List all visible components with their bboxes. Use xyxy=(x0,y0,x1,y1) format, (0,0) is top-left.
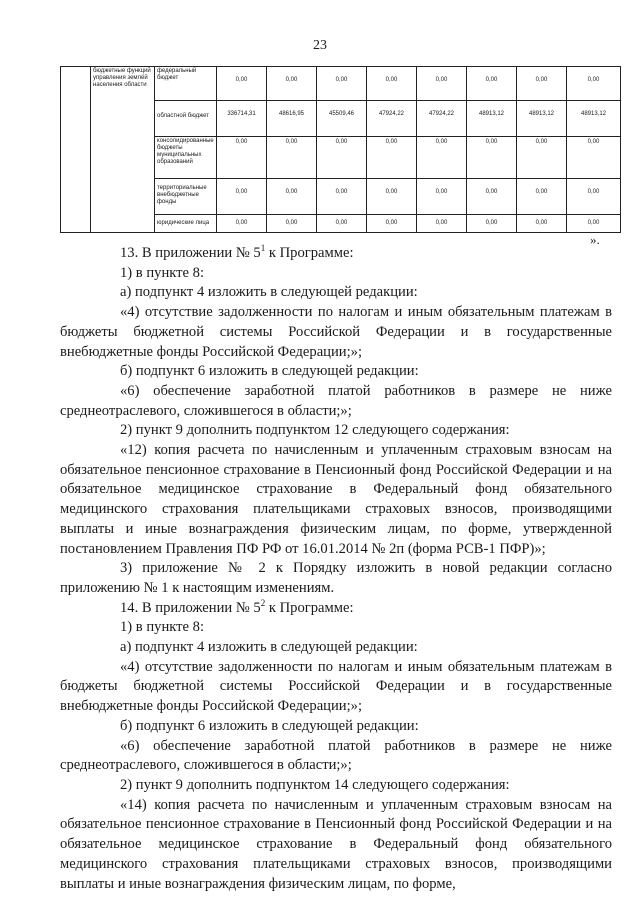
table-source-cell: территориальные внебюджетные фонды xyxy=(155,179,217,215)
paragraph-text: к Программе: xyxy=(265,245,354,261)
table-row xyxy=(61,67,621,101)
table-value-cell: 0,00 xyxy=(517,67,567,101)
paragraph: 1) в пункте 8: xyxy=(120,264,205,281)
table-value-cell: 0,00 xyxy=(317,137,367,179)
table-value-cell: 0,00 xyxy=(367,215,417,233)
table-value-cell: 0,00 xyxy=(517,137,567,179)
paragraph: 2) пункт 9 дополнить подпунктом 14 следующего содержания: xyxy=(120,776,510,793)
paragraph-text: 13. В приложении № 5 xyxy=(120,245,261,261)
paragraph: а) подпункт 4 изложить в следующей редакции: xyxy=(120,639,418,656)
paragraph: б) подпункт 6 изложить в следующей редакции: xyxy=(120,363,419,380)
table-value-cell: 0,00 xyxy=(417,67,467,101)
superscript: 1 xyxy=(260,243,266,254)
table-value-cell: 0,00 xyxy=(217,179,267,215)
paragraph: «4) отсутствие задолженности по налогам и иным обязательным платежам в бюджеты бюджетной системы Российской Федерации и в государственные внебюджетные фонды Российской Федерации;»; xyxy=(60,658,612,715)
table-value-cell: 0,00 xyxy=(267,215,317,233)
table-value-cell: 0,00 xyxy=(267,179,317,215)
table-value-cell: 0,00 xyxy=(467,137,517,179)
table-value-cell: 0,00 xyxy=(467,67,517,101)
table-value-cell: 0,00 xyxy=(217,137,267,179)
table-source-cell: юридические лица xyxy=(155,215,217,233)
paragraph xyxy=(60,599,612,619)
table-value-cell: 48616,95 xyxy=(267,101,317,137)
table-value-cell: 0,00 xyxy=(217,67,267,101)
superscript: 2 xyxy=(260,597,266,608)
table-value-cell: 0,00 xyxy=(467,215,517,233)
table-cell-empty xyxy=(61,67,91,233)
table-value-cell: 0,00 xyxy=(567,67,621,101)
table-source-cell: федеральный бюджет xyxy=(155,67,217,101)
table-value-cell: 336714,31 xyxy=(217,101,267,137)
table-value-cell: 45509,46 xyxy=(317,101,367,137)
table-value-cell: 0,00 xyxy=(217,215,267,233)
table-source-cell: консолидированные бюджеты муниципальных образований xyxy=(155,137,217,179)
table-value-cell: 0,00 xyxy=(367,137,417,179)
paragraph: а) подпункт 4 изложить в следующей редакции: xyxy=(120,284,418,301)
table-value-cell: 0,00 xyxy=(267,137,317,179)
table-value-cell: 0,00 xyxy=(517,179,567,215)
paragraph: «6) обеспечение заработной платой работников в размере не ниже среднеотраслевого, сложившегося в области;»; xyxy=(60,382,612,419)
table-value-cell: 48913,12 xyxy=(467,101,517,137)
table-value-cell: 0,00 xyxy=(417,137,467,179)
table-value-cell: 47924,22 xyxy=(367,101,417,137)
table-value-cell: 0,00 xyxy=(417,179,467,215)
table-value-cell: 0,00 xyxy=(317,179,367,215)
paragraph: 2) пункт 9 дополнить подпунктом 12 следующего содержания: xyxy=(120,422,510,439)
table-value-cell: 0,00 xyxy=(267,67,317,101)
table-value-cell: 0,00 xyxy=(367,179,417,215)
budget-table xyxy=(60,66,621,233)
table-value-cell: 0,00 xyxy=(367,67,417,101)
table-value-cell: 0,00 xyxy=(317,67,367,101)
table-value-cell: 47924,22 xyxy=(417,101,467,137)
table-value-cell: 0,00 xyxy=(567,215,621,233)
paragraph xyxy=(60,244,612,264)
table-value-cell: 48913,12 xyxy=(517,101,567,137)
table-value-cell: 0,00 xyxy=(417,215,467,233)
paragraph: 3) приложение № 2 к Порядку изложить в новой редакции согласно приложению № 1 к настоящим изменениям. xyxy=(60,560,612,596)
table-source-cell: областной бюджет xyxy=(155,101,217,137)
paragraph-text: к Программе: xyxy=(265,599,354,616)
paragraph: «12) копия расчета по начисленным и уплаченным страховым взносам на обязательное пенсионное страхование в Пенсионный фонд Российской Федерации и на обязательное медицинское страхование в Федеральный фонд обязательного медицинского страхования плательщиками страховых взносов, производящими выплаты и иные вознаграждения физическим лицам, по форме, утвержденной постановлением Правления ПФ РФ от 16.01.2014 № 2п (форма РСВ-1 ПФР)»; xyxy=(60,442,612,557)
table-value-cell: 0,00 xyxy=(517,215,567,233)
table-value-cell: 0,00 xyxy=(467,179,517,215)
table-value-cell: 48913,12 xyxy=(567,101,621,137)
paragraph: «14) копия расчета по начисленным и уплаченным страховым взносам на обязательное пенсионное страхование в Пенсионный фонд Российской Федерации и на обязательное медицинское страхование в Федеральный фонд обязательного медицинского страхования плательщиками страховых взносов, производящими выплаты и иные вознаграждения физическим лицам, по форме, xyxy=(60,796,612,892)
paragraph: 1) в пункте 8: xyxy=(120,619,205,636)
table-closing-mark: ». xyxy=(590,232,600,247)
paragraph: б) подпункт 6 изложить в следующей редакции: xyxy=(120,717,419,734)
paragraph-text: 14. В приложении № 5 xyxy=(120,599,261,616)
table-row-label: бюджетные функций управления землёй населения области xyxy=(91,67,155,233)
table-value-cell: 0,00 xyxy=(317,215,367,233)
document-body xyxy=(60,244,612,894)
paragraph: «4) отсутствие задолженности по налогам и иным обязательным платежам в бюджеты бюджетной системы Российской Федерации и в государственные внебюджетные фонды Российской Федерации;»; xyxy=(60,304,612,360)
paragraph: «6) обеспечение заработной платой работников в размере не ниже среднеотраслевого, сложившегося в области;»; xyxy=(60,737,612,774)
page-number: 23 xyxy=(313,38,327,53)
table-value-cell: 0,00 xyxy=(567,137,621,179)
table-value-cell: 0,00 xyxy=(567,179,621,215)
